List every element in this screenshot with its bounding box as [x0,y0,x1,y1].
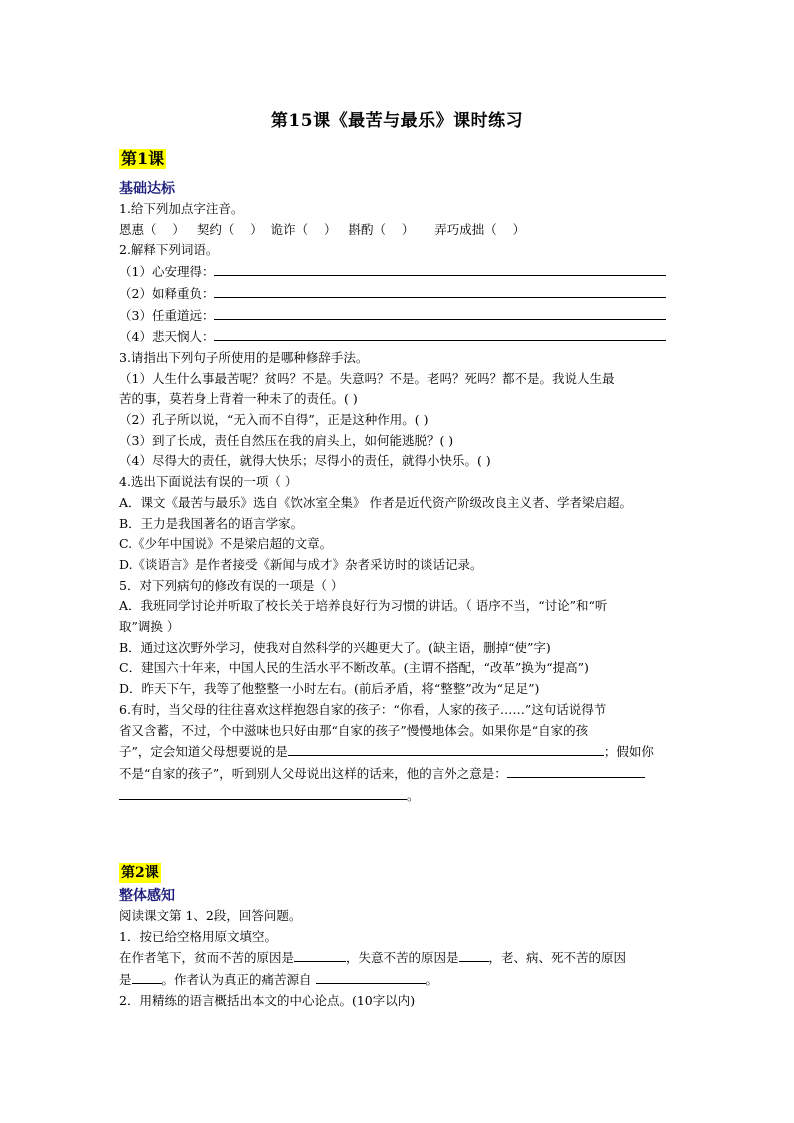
q5-option-d: D．昨天下午，我等了他整整一小时左右。(前后矛盾，将“整整”改为“足足”) [119,681,540,697]
q4-option-b: B．王力是我国著名的语言学家。 [119,515,304,531]
l2-q1-line-1 [119,947,675,969]
q6-line-1: 6.有时，当父母的往往喜欢这样抱怨自家的孩子：“你看，人家的孩子……”这句话说得节 [119,701,607,717]
q6-line-3 [119,741,675,763]
q6-line-4 [119,763,675,785]
lesson-2-intro: 阅读课文第 1、2段，回答问题。 [119,908,302,923]
section-basic-heading: 基础达标 [119,181,175,197]
q3-item-2: （2）孔子所以说，“无入而不自得”，正是这种作用。( ) [119,412,429,428]
q3-item-4: （4）尽得大的责任，就得大快乐；尽得小的责任，就得小快乐。( ) [119,453,491,469]
q3-prompt: 3.请指出下列句子所使用的是哪种修辞手法。 [119,349,369,365]
q6-line-3-tail: ；假如你 [603,744,654,760]
l2-q1-line-2-a: 是 [119,972,132,988]
q2-item-2-label: （2）如释重负： [119,285,215,301]
lesson-1-questions [119,199,675,806]
lesson-2-heading: 第2课 [121,865,159,881]
answer-blank[interactable] [316,969,426,984]
l2-q1-line-1-a: 在作者笔下，贫而不苦的原因是 [119,950,295,966]
q5-prompt: 5．对下列病句的修改有误的一项是（ ） [119,577,344,593]
q1-items: 恩惠（ ） 契约（ ） 诡诈（ ） 斟酌（ ） 弄巧成拙（ ） [119,221,526,237]
q4-option-d: D.《谈语言》是作者接受《新闻与成才》杂者采访时的谈话记录。 [119,556,483,572]
answer-blank[interactable] [132,969,162,984]
l2-q1-line-1-b: ，失意不苦的原因是 [346,950,459,966]
q4-option-c: C.《少年中国说》不是梁启超的文章。 [119,536,333,552]
q2-item-1-label: （1）心安理得： [119,264,215,280]
q2-item-3 [119,305,675,327]
answer-blank[interactable] [214,326,666,341]
q3-item-1a: （1）人生什么事最苦呢？贫吗？不是。失意吗？不是。老吗？死吗？都不是。我说人生最 [119,370,615,386]
lesson-2-questions [119,906,675,1012]
l2-q1-line-1-c: ，老、病、死不苦的原因 [488,950,627,966]
q5-option-a2: 取”调换 ） [119,619,180,635]
l2-q1-line-2-c: 。 [425,972,439,988]
q4-option-a: A．课文《最苦与最乐》选自《饮冰室全集》 作者是近代资产阶级改良主义者、学者梁启超。 [119,494,633,510]
lesson-1-heading: 第1课 [121,149,165,168]
answer-blank[interactable] [294,947,346,962]
answer-blank[interactable] [214,305,666,320]
q6-line-4-text: 不是“自家的孩子”，听到别人父母说出这样的话来，他的言外之意是： [119,765,507,781]
q3-item-3: （3）到了长成，责任自然压在我的肩头上，如何能逃脱？( ) [119,432,454,448]
l2-q1-line-2 [119,969,675,991]
q6-line-5-tail: 。 [407,787,420,803]
answer-blank[interactable] [214,283,666,298]
q5-option-a1: A．我班同学讨论并听取了校长关于培养良好行为习惯的讲话。（ 语序不当，“讨论”和“听 [119,598,608,614]
q2-item-3-label: （3）任重道远： [119,307,215,323]
answer-blank[interactable] [288,741,604,756]
section-overview-heading: 整体感知 [119,888,175,904]
answer-blank[interactable] [214,261,666,276]
q2-prompt: 2.解释下列词语。 [119,242,219,258]
answer-blank[interactable] [507,763,645,778]
answer-blank[interactable] [119,785,407,800]
q6-line-5 [119,785,675,807]
q2-item-1 [119,261,675,283]
q6-line-3-text: 子”，定会知道父母想要说的是 [119,744,288,760]
q5-option-b: B．通过这次野外学习，使我对自然科学的兴趣更大了。(缺主语，删掉“使”字) [119,639,551,655]
q1-prompt: 1.给下列加点字注音。 [119,201,244,216]
l2-q1-line-2-b: 。作者认为真正的痛苦源自 [161,972,316,988]
q6-line-2: 省又含蓄，不过，个中滋味也只好由那“自家的孩子”慢慢地体会。如果你是“自家的孩 [119,722,589,738]
q4-prompt: 4.选出下面说法有误的一项（ ） [119,474,298,490]
q5-option-c: C．建国六十年来，中国人民的生活水平不断改革。(主谓不搭配，“改革”换为“提高”) [119,660,589,676]
l2-q1-prompt: 1．按已给空格用原文填空。 [119,928,277,944]
l2-q2-prompt: 2．用精练的语言概括出本文的中心论点。(10字以内) [119,992,416,1008]
q3-item-1b: 苦的事，莫若身上背着一种未了的责任。( ) [119,391,358,407]
q2-item-4-label: （4）悲天悯人： [119,329,215,345]
q2-item-2 [119,283,675,305]
answer-blank[interactable] [459,947,489,962]
page-title: 第15课《最苦与最乐》课时练习 [270,111,524,131]
q2-item-4 [119,326,675,348]
